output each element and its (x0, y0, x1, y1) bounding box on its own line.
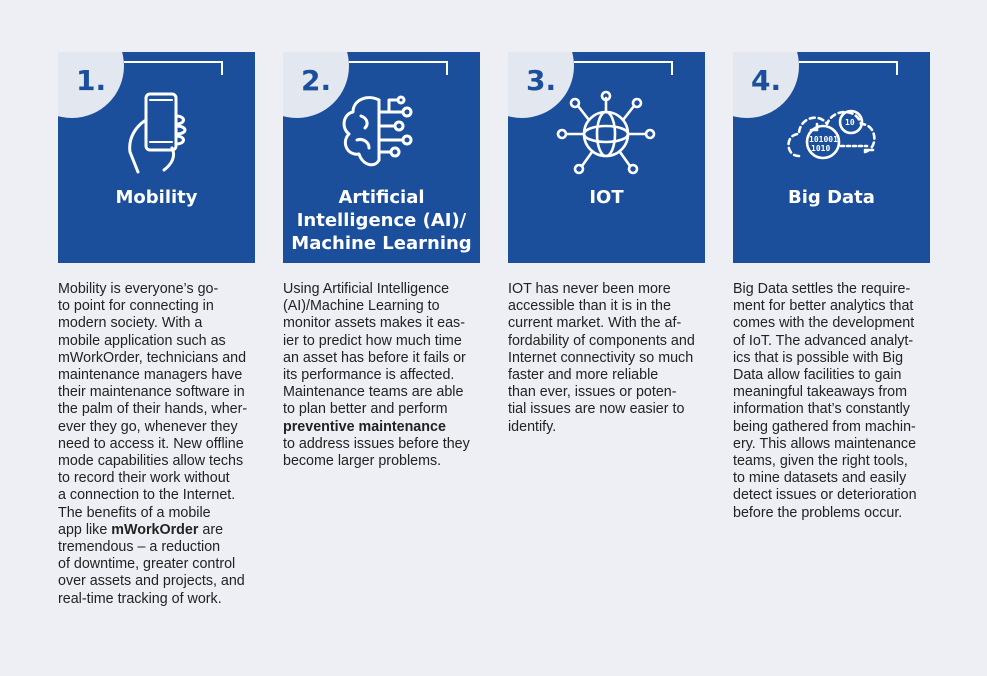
card-description: Mobility is everyone’s go- to point for connecting in modern society. With a mobile application such as mWorkOrder, technicians and maintenance managers have their maintenance software in the palm of their hands, wher- ever they go, whenever they need to access it. New offline mode capabilities allow techs to record their work without a connection to the Internet. The benefits of a mobile app like mWorkOrder are tremendous – a reduction of downtime, greater control over assets and projects, and real-time tracking of work. (58, 281, 248, 607)
cloud-digits: 101001 (809, 135, 838, 144)
feature-card (283, 52, 480, 263)
feature-card (58, 52, 255, 263)
card-title: Mobility (115, 187, 198, 208)
feature-column-mobility (58, 52, 255, 608)
network-globe-icon (556, 90, 656, 176)
card-description: IOT has never been more accessible than it is in the current market. With the af- fordability of components and Internet connectivity so much faster and more reliable than ever, issues or poten- tial issues are now easier to identify. (508, 281, 695, 435)
card-description: Using Artificial Intelligence (AI)/Machine Learning to monitor assets makes it eas- ier to predict how much time an asset has before it fails or its performance is affected. Maintenance teams are able to plan better and perform preventive maintenance to address issues before they become larger problems. (283, 281, 470, 470)
link-text-bold: preventive maintenance (283, 418, 446, 435)
card-number: 2. (301, 64, 332, 97)
feature-card (508, 52, 705, 263)
card-frame-line (221, 61, 223, 75)
card-frame-line (124, 61, 223, 63)
card-number: 4. (751, 64, 782, 97)
card-frame-line (799, 61, 898, 63)
card-description: Big Data settles the require- ment for better analytics that comes with the development of IoT. The advanced analyt- ics that is possible with Big Data allow facilities to gain meaningful takeaways from information that’s constantly being gathered from machin- ery. This allows maintenance teams, given the right tools, to mine datasets and easily detect issues or deterioration before the problems occur. (733, 281, 917, 521)
product-name-bold: mWorkOrder (111, 521, 199, 538)
hand-holding-phone-icon (106, 90, 206, 176)
card-title: Artificial Intelligence (AI)/ Machine Learning (291, 187, 472, 254)
card-number: 1. (76, 64, 107, 97)
cloud-digits: 10 (845, 118, 855, 127)
brain-circuit-icon (331, 90, 431, 176)
card-frame-line (896, 61, 898, 75)
cloud-digits: 1010 (811, 144, 831, 153)
card-frame-line (574, 61, 673, 63)
card-frame-line (671, 61, 673, 75)
data-cloud-icon (769, 90, 893, 176)
feature-column-iot (508, 52, 705, 436)
card-frame-line (446, 61, 448, 75)
feature-column-big-data (733, 52, 930, 522)
card-number: 3. (526, 64, 557, 97)
feature-column-ai (283, 52, 480, 470)
feature-card (733, 52, 930, 263)
card-frame-line (349, 61, 448, 63)
card-title: Big Data (788, 187, 875, 208)
card-title: IOT (589, 187, 624, 208)
